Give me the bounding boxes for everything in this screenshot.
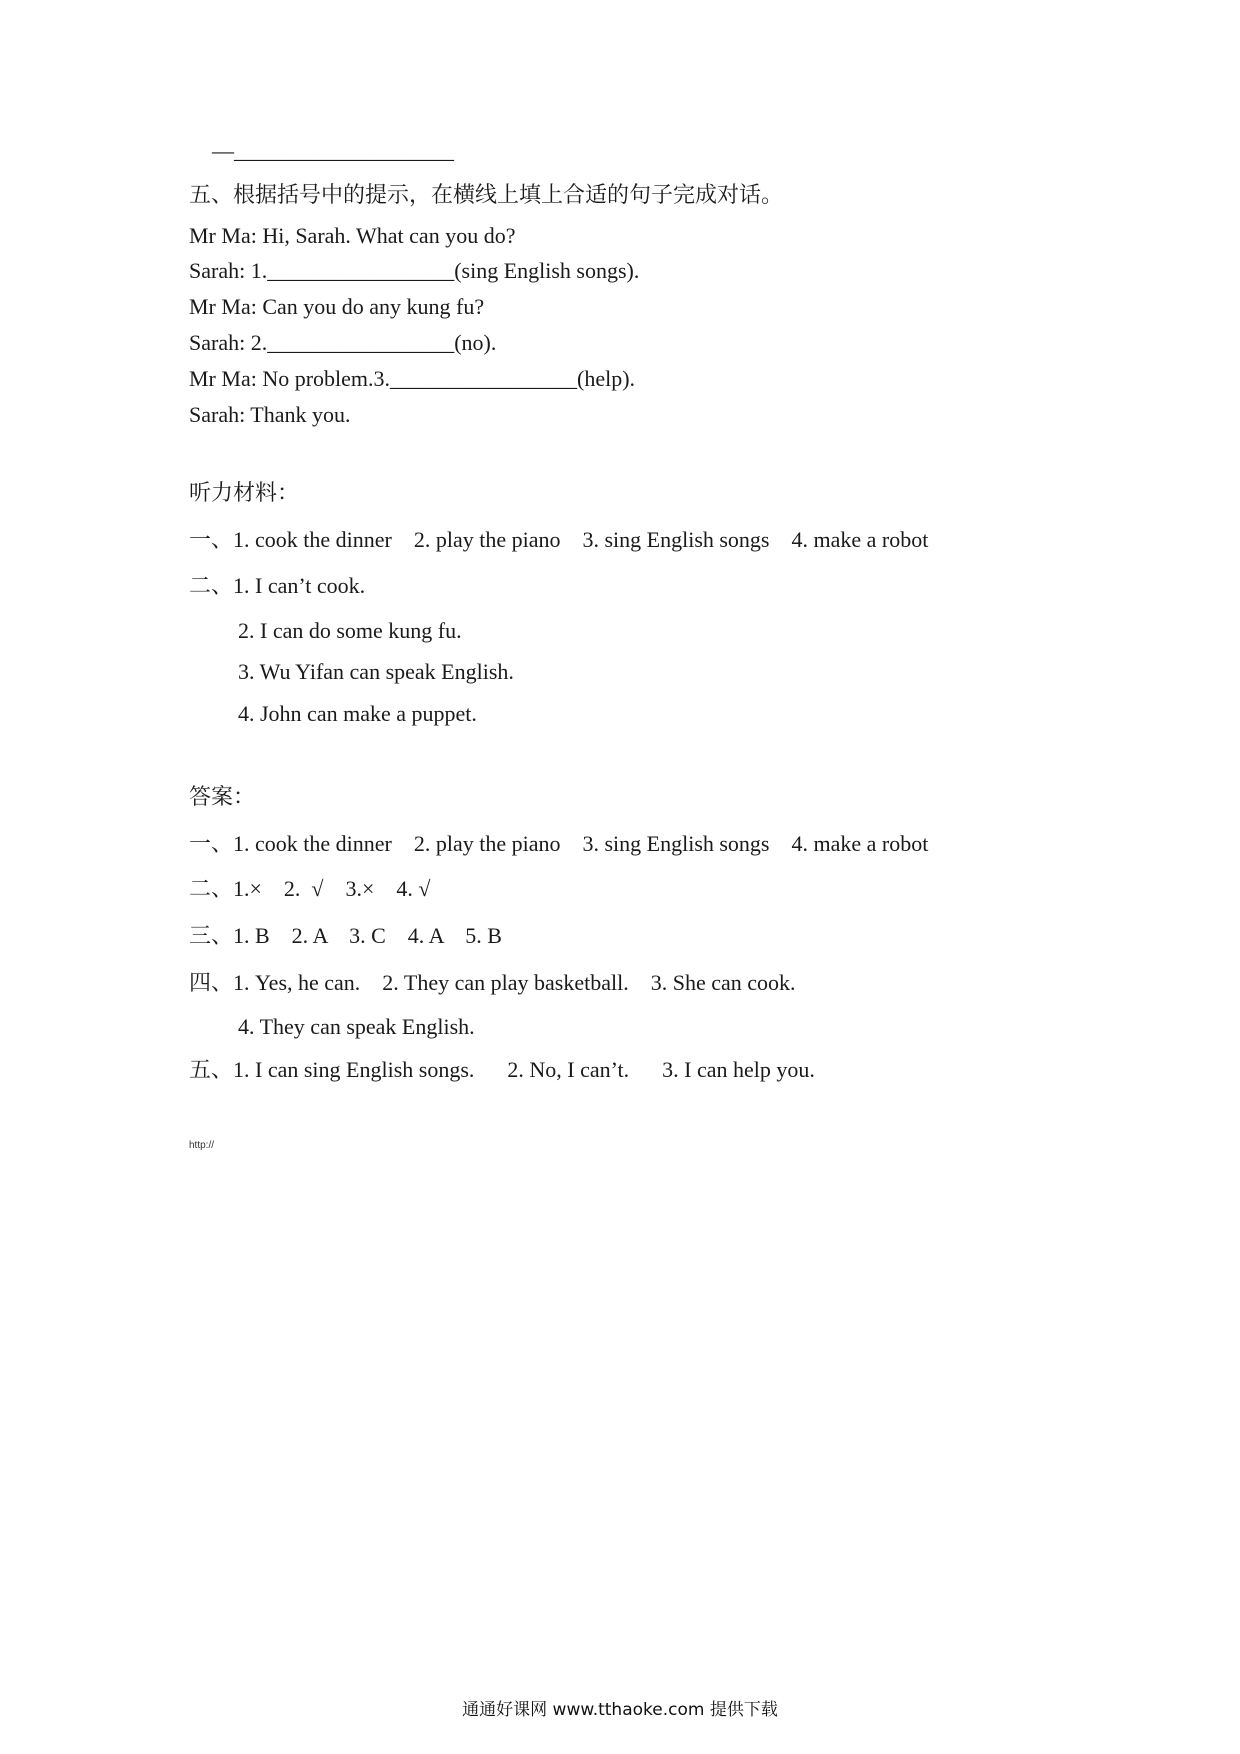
answer-part1: 一、1. cook the dinner 2. play the piano 3. sing English songs 4. make a robot — [189, 831, 929, 856]
answer-blank-line: —____________________ — [212, 138, 454, 163]
answers-title: 答案： — [189, 785, 256, 810]
dialogue-line-1: Mr Ma: Hi, Sarah. What can you do? — [189, 223, 516, 248]
dialogue-line-6: Sarah: Thank you. — [189, 402, 351, 427]
answer-part5: 五、1. I can sing English songs. 2. No, I can’t. 3. I can help you. — [189, 1057, 815, 1082]
listening-part1: 一、1. cook the dinner 2. play the piano 3. sing English songs 4. make a robot — [189, 527, 929, 552]
listening-part2-line-1: 二、1. I can’t cook. — [189, 573, 366, 598]
listening-part2-line-2: 2. I can do some kung fu. — [238, 618, 462, 643]
section5-title: 五、根据括号中的提示，在横线上填上合适的句子完成对话。 — [189, 183, 784, 208]
answer-part4: 四、1. Yes, he can. 2. They can play basketball. 3. She can cook. — [189, 970, 796, 995]
dialogue-line-3: Mr Ma: Can you do any kung fu? — [189, 294, 485, 319]
footer-text: 通通好课网 www.tthaoke.com 提供下载 — [462, 1700, 778, 1720]
listening-part2-line-3: 3. Wu Yifan can speak English. — [238, 659, 514, 684]
answer-part2: 二、1.× 2. √ 3.× 4. √ — [189, 876, 431, 901]
listening-part2-line-4: 4. John can make a puppet. — [238, 701, 477, 726]
dialogue-line-4: Sarah: 2._________________(no). — [189, 330, 497, 355]
url-text: http:// — [189, 1140, 215, 1151]
listening-title: 听力材料： — [189, 481, 300, 506]
answer-part3: 三、1. B 2. A 3. C 4. A 5. B — [189, 923, 502, 948]
dialogue-line-5: Mr Ma: No problem.3._________________(help). — [189, 366, 636, 391]
dialogue-line-2: Sarah: 1._________________(sing English songs). — [189, 258, 640, 283]
answer-part4-cont: 4. They can speak English. — [238, 1014, 475, 1039]
